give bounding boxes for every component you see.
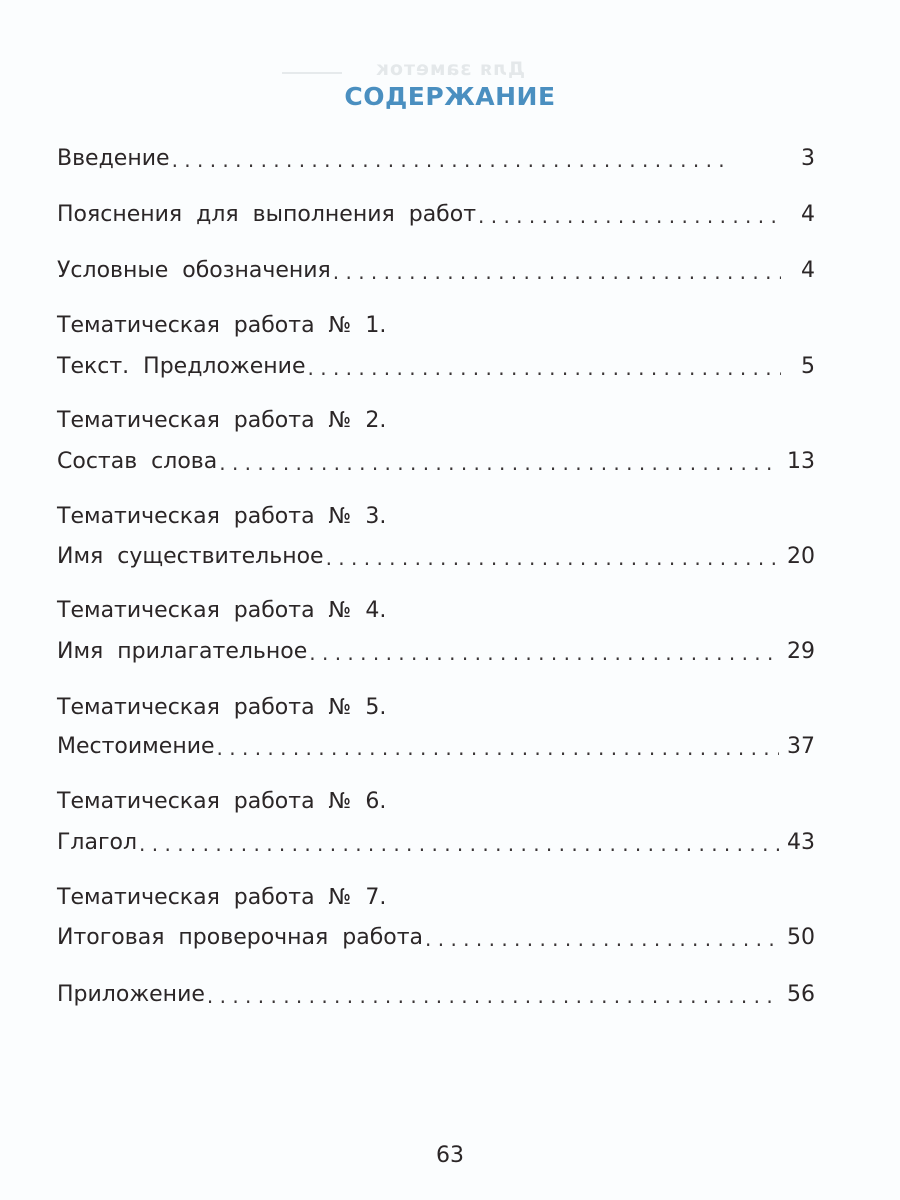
toc-entry-page: 43 — [787, 830, 815, 855]
toc-heading: Тематическая работа № 3. — [57, 504, 387, 529]
toc-entry-work-1[interactable] — [57, 352, 815, 382]
toc-entry-text: Введение — [57, 146, 170, 171]
toc-entry-work-4[interactable] — [57, 637, 815, 667]
toc-entry-page: 13 — [787, 449, 815, 474]
toc-heading: Тематическая работа № 1. — [57, 313, 387, 338]
toc-heading: Тематическая работа № 7. — [57, 885, 387, 910]
toc-entry-text: Глагол — [57, 830, 138, 855]
toc-entry-text: Имя прилагательное — [57, 639, 308, 664]
toc-entry-text: Текст. Предложение — [57, 354, 306, 379]
toc-entry-symbols[interactable] — [57, 256, 815, 286]
toc-entry-text: Условные обозначения — [57, 258, 331, 283]
dot-leader — [478, 202, 781, 230]
toc-entry-page: 37 — [787, 734, 815, 759]
dot-leader — [326, 544, 779, 572]
toc-entry-work-3[interactable] — [57, 542, 815, 572]
dot-leader — [308, 354, 781, 382]
dot-leader — [309, 639, 779, 667]
toc-heading: Тематическая работа № 6. — [57, 789, 387, 814]
toc-entry-page: 4 — [801, 202, 815, 227]
toc-entry-page: 29 — [787, 639, 815, 664]
toc-entry-work-7[interactable] — [57, 923, 815, 953]
toc-entry-explanations[interactable] — [57, 200, 815, 230]
toc-entry-text: Состав слова — [57, 449, 218, 474]
toc-entry-page: 56 — [787, 982, 815, 1007]
dot-leader — [139, 830, 779, 858]
page-title: СОДЕРЖАНИЕ — [344, 82, 556, 111]
toc-entry-page: 20 — [787, 544, 815, 569]
dot-leader — [207, 982, 779, 1010]
toc-entry-text: Приложение — [57, 982, 205, 1007]
bleed-through-line — [282, 72, 342, 74]
toc-entry-text: Пояснения для выполнения работ — [57, 202, 477, 227]
toc-entry-work-5[interactable] — [57, 732, 815, 762]
toc-entry-page: 50 — [787, 925, 815, 950]
dot-leader — [172, 146, 732, 174]
toc-entry-text: Итоговая проверочная работа — [57, 925, 424, 950]
toc-entry-appendix[interactable] — [57, 980, 815, 1010]
dot-leader — [217, 734, 779, 762]
toc-entry-text: Имя существительное — [57, 544, 324, 569]
toc-heading: Тематическая работа № 4. — [57, 598, 387, 623]
toc-entry-page: 4 — [801, 258, 815, 283]
dot-leader — [333, 258, 781, 286]
toc-entry-page: 3 — [801, 146, 815, 171]
toc-heading: Тематическая работа № 5. — [57, 695, 387, 720]
toc-entry-work-2[interactable] — [57, 447, 815, 477]
bleed-through-text: Для заметок — [375, 58, 525, 80]
toc-entry-text: Местоимение — [57, 734, 215, 759]
dot-leader — [425, 925, 779, 953]
toc-entry-page: 5 — [801, 354, 815, 379]
toc-entry-work-6[interactable] — [57, 828, 815, 858]
toc-heading: Тематическая работа № 2. — [57, 408, 387, 433]
page-number: 63 — [436, 1143, 464, 1168]
dot-leader — [219, 449, 779, 477]
toc-entry-introduction[interactable] — [57, 144, 815, 174]
